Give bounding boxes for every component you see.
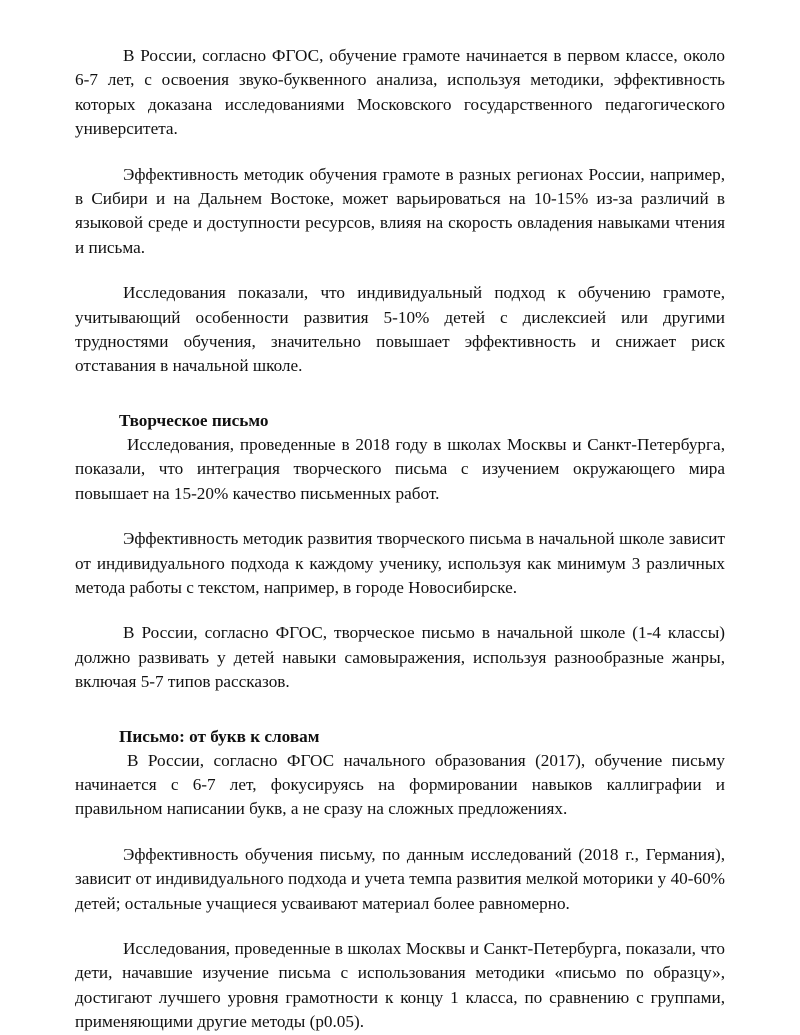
paragraph: Исследования, проведенные в школах Москвы и Санкт-Петербурга, показали, что дети, начавшие изучение письма с использования методики «письмо по образцу», достигают лучшего уровня грамотности к концу 1 класса, по сравнению с группами, применяющими другие методы (p0.05). bbox=[75, 938, 725, 1032]
section-heading: Творческое письмо bbox=[119, 410, 269, 430]
paragraph: Эффективность методик обучения грамоте в разных регионах России, например, в Сибири и на Дальнем Востоке, может варьироваться на 10-15% из-за различий в языковой среде и доступности ресурсов, влияя на скорость овладения навыками чтения и письма. bbox=[75, 164, 725, 257]
paragraph: Эффективность обучения письму, по данным исследований (2018 г., Германия), зависит от индивидуального подхода и учета темпа развития мелкой моторики у 40-60% детей; остальные учащиеся усваивают материал более равномерно. bbox=[75, 844, 725, 913]
letters-to-words-section bbox=[75, 725, 725, 1035]
paragraph: В России, согласно ФГОС, творческое письмо в начальной школе (1-4 классы) должно развивать у детей навыки самовыражения, используя разнообразные жанры, включая 5-7 типов рассказов. bbox=[75, 623, 725, 692]
paragraph: Исследования показали, что индивидуальный подход к обучению грамоте, учитывающий особенности развития 5-10% детей с дислексией или другими трудностями обучения, значительно повышает эффективность и снижает риск отставания в начальной школе. bbox=[75, 283, 725, 376]
intro-section bbox=[75, 44, 725, 379]
creative-writing-section bbox=[75, 409, 725, 695]
paragraph: В России, согласно ФГОС, обучение грамоте начинается в первом классе, около 6-7 лет, с освоения звуко-буквенного анализа, используя методики, эффективность которых доказана исследованиями Московского государственного педагогического университета. bbox=[75, 46, 725, 139]
paragraph: Исследования, проведенные в 2018 году в школах Москвы и Санкт-Петербурга, показали, что интеграция творческого письма с изучением окружающего мира повышает на 15-20% качество письменных работ. bbox=[75, 434, 725, 503]
section-heading: Письмо: от букв к словам bbox=[119, 726, 320, 746]
paragraph: Эффективность методик развития творческого письма в начальной школе зависит от индивидуального подхода к каждому ученику, используя как минимум 3 различных метода работы с текстом, например, в городе Новосибирске. bbox=[75, 529, 725, 597]
paragraph: В России, согласно ФГОС начального образования (2017), обучение письму начинается с 6-7 лет, фокусируясь на формировании навыков каллиграфии и правильном написании букв, а не сразу на сложных предложениях. bbox=[75, 750, 725, 819]
